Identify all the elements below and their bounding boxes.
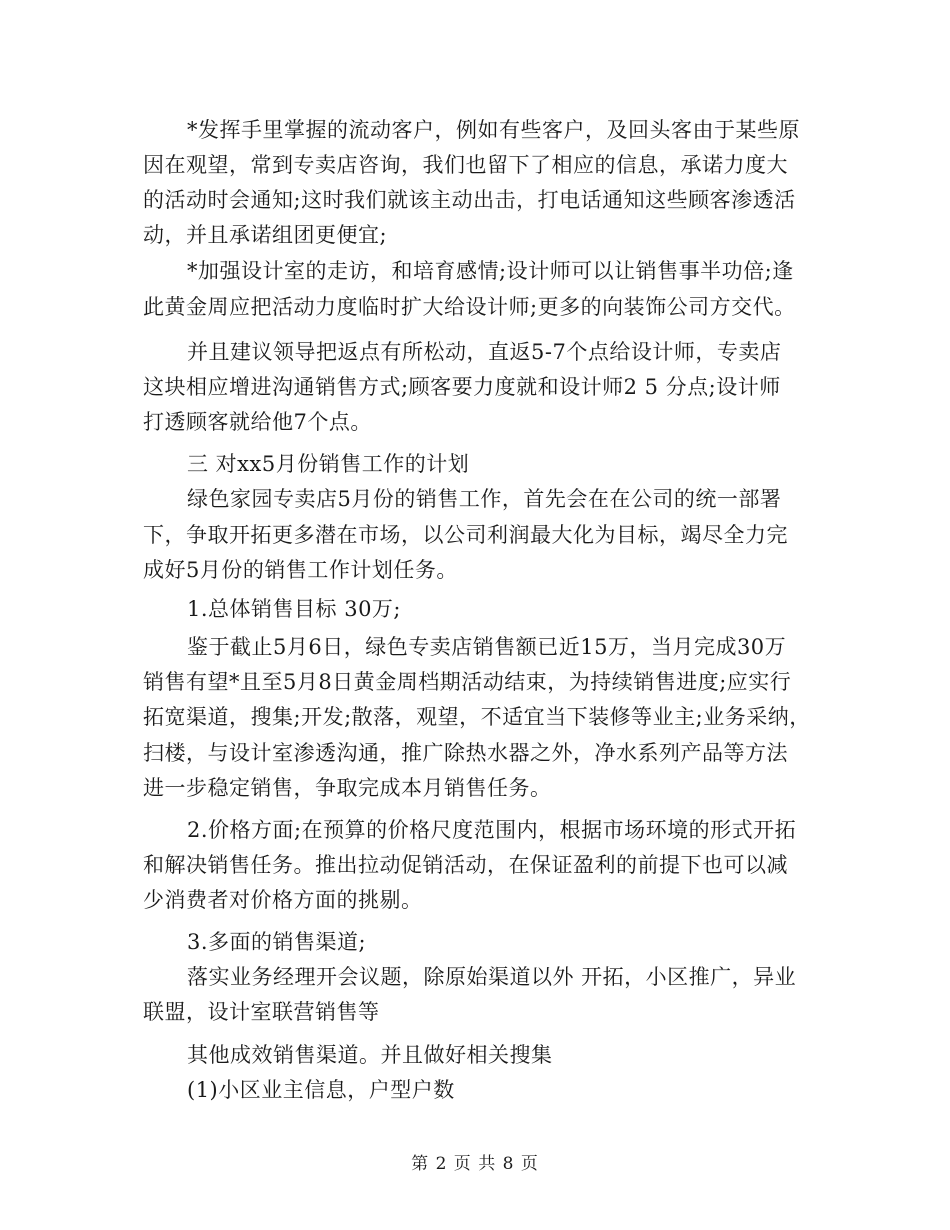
paragraph-line: 2.价格方面;在预算的价格尺度范围内，根据市场环境的形式开拓 <box>187 818 797 842</box>
paragraph-line: 因在观望，常到专卖店咨询，我们也留下了相应的信息，承诺力度大 <box>143 153 788 177</box>
list-item: (1)小区业主信息，户型户数 <box>187 1078 455 1102</box>
paragraph-line: 绿色家园专卖店5月份的销售工作，首先会在在公司的统一部署 <box>187 487 782 511</box>
paragraph-line: *加强设计室的走访，和培育感情;设计师可以让销售事半功倍;逢 <box>187 259 794 283</box>
paragraph-line: 打透顾客就给他7个点。 <box>143 410 372 434</box>
paragraph-line: 进一步稳定销售，争取完成本月销售任务。 <box>143 776 552 800</box>
paragraph-line: 和解决销售任务。推出拉动促销活动，在保证盈利的前提下也可以减 <box>143 853 788 877</box>
section-heading: 三 对xx5月份销售工作的计划 <box>187 452 470 476</box>
paragraph-line: 扫楼，与设计室渗透沟通，推广除热水器之外，净水系列产品等方法 <box>143 741 788 765</box>
paragraph-line: 落实业务经理开会议题，除原始渠道以外 开拓，小区推广，异业 <box>187 965 797 989</box>
paragraph-line: 联盟，设计室联营销售等 <box>143 1000 380 1024</box>
page-number-footer: 第 2 页 共 8 页 <box>411 1154 539 1174</box>
paragraph-line: 鉴于截止5月6日，绿色专卖店销售额已近15万，当月完成30万 <box>187 635 787 659</box>
paragraph-line: 并且建议领导把返点有所松动，直返5-7个点给设计师，专卖店 <box>187 340 782 364</box>
paragraph-line: 动，并且承诺组团更便宜; <box>143 223 388 247</box>
list-heading: 1.总体销售目标 30万; <box>187 597 402 621</box>
paragraph-line: 下，争取开拓更多潜在市场，以公司利润最大化为目标，竭尽全力完 <box>143 523 788 547</box>
paragraph-line: 这块相应增进沟通销售方式;顾客要力度就和设计师2 5 分点;设计师 <box>143 375 781 399</box>
paragraph-line: *发挥手里掌握的流动客户，例如有些客户，及回头客由于某些原 <box>187 118 800 142</box>
paragraph-line: 其他成效销售渠道。并且做好相关搜集 <box>187 1043 553 1067</box>
paragraph-line: 的活动时会通知;这时我们就该主动出击，打电话通知这些顾客渗透活 <box>143 188 796 212</box>
paragraph-line: 少消费者对价格方面的挑剔。 <box>143 888 423 912</box>
paragraph-line: 销售有望*且至5月8日黄金周档期活动结束，为持续销售进度;应实行 <box>143 670 792 694</box>
list-heading: 3.多面的销售渠道; <box>187 930 367 954</box>
paragraph-line: 拓宽渠道，搜集;开发;散落，观望，不适宜当下装修等业主;业务采纳， <box>143 705 811 729</box>
paragraph-line: 此黄金周应把活动力度临时扩大给设计师;更多的向装饰公司方交代。 <box>143 295 796 319</box>
paragraph-line: 成好5月份的销售工作计划任务。 <box>143 558 458 582</box>
